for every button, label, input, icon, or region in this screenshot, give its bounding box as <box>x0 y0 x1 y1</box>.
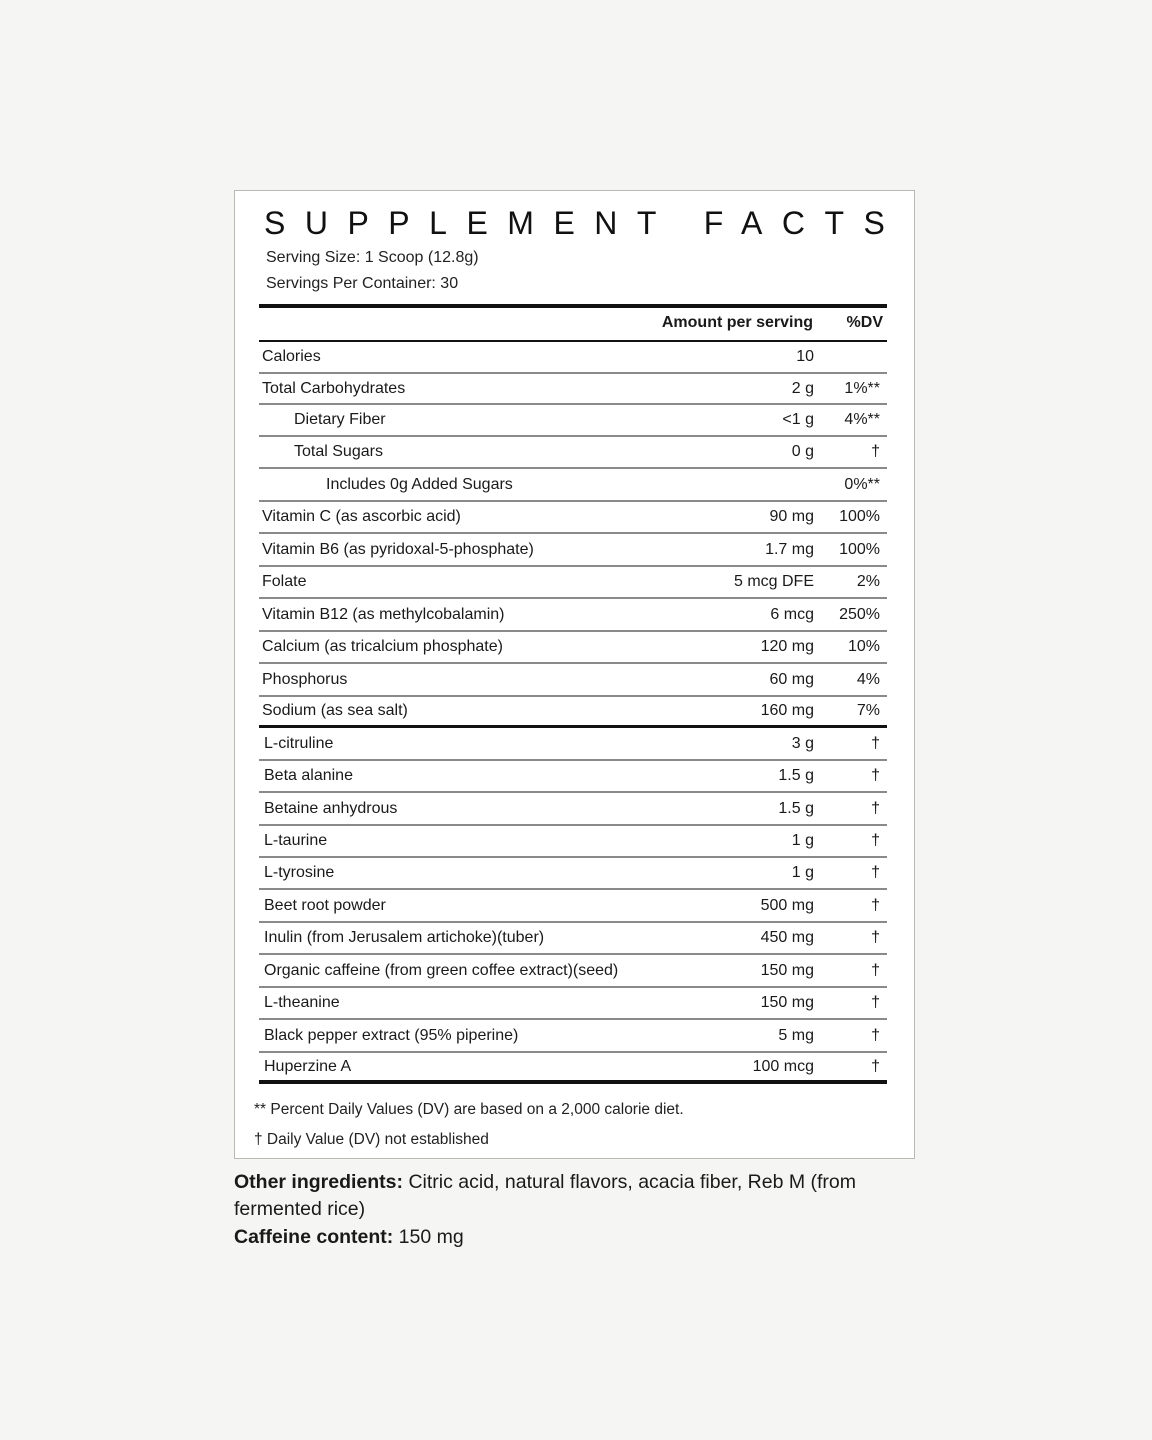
other-ingredients <box>234 1169 924 1223</box>
nutrient-amount: 2 g <box>791 379 814 397</box>
nutrient-amount: 5 mg <box>778 1026 814 1044</box>
nutrient-dv: 7% <box>856 702 880 719</box>
nutrient-name: Total Carbohydrates <box>262 379 406 397</box>
table-row <box>259 728 887 761</box>
table-row <box>259 793 887 826</box>
servings-per-container: Servings Per Container: 30 <box>266 275 459 292</box>
nutrient-amount: 1.5 g <box>778 799 814 817</box>
table-row <box>259 469 887 502</box>
nutrient-name: Beet root powder <box>264 896 386 914</box>
table-row <box>259 534 887 567</box>
table-row <box>259 826 887 858</box>
nutrient-amount: 1 g <box>791 832 814 849</box>
table-header <box>259 306 887 342</box>
nutrient-amount: 1.5 g <box>778 767 814 784</box>
caffeine-content <box>234 1224 924 1251</box>
nutrient-dv: † <box>871 1026 880 1044</box>
nutrient-amount: 100 mcg <box>752 1057 814 1075</box>
nutrient-dv: 1%** <box>844 379 880 397</box>
nutrient-dv: † <box>871 767 880 784</box>
other-info <box>234 1169 924 1251</box>
table-row <box>259 697 887 728</box>
nutrient-dv: 4%** <box>844 411 880 428</box>
table-row <box>259 405 887 437</box>
nutrient-name: Sodium (as sea salt) <box>262 702 408 719</box>
table-row <box>259 923 887 955</box>
nutrient-dv: † <box>871 799 880 817</box>
nutrient-amount: 5 mcg DFE <box>733 573 814 590</box>
nutrient-amount: 150 mg <box>760 961 814 979</box>
footnote-dv-not-established: † Daily Value (DV) not established <box>254 1131 489 1148</box>
nutrient-name: Calories <box>262 348 321 365</box>
nutrient-amount: 160 mg <box>760 702 814 719</box>
nutrient-dv: 10% <box>847 638 880 655</box>
nutrient-amount: 450 mg <box>760 929 814 946</box>
table-row <box>259 955 887 988</box>
nutrient-amount: 1 g <box>791 864 814 881</box>
table-row <box>259 342 887 374</box>
nutrient-amount: 3 g <box>791 734 814 752</box>
nutrient-name: Includes 0g Added Sugars <box>326 475 513 493</box>
nutrient-amount: <1 g <box>782 411 814 428</box>
nutrient-dv: † <box>871 443 880 460</box>
nutrient-dv: † <box>871 1057 880 1075</box>
table-row <box>259 1053 887 1084</box>
dv-header: %DV <box>846 314 883 331</box>
nutrient-name: L-tyrosine <box>264 864 335 881</box>
nutrient-dv: 100% <box>839 508 880 525</box>
footnote-dv-basis: ** Percent Daily Values (DV) are based on a 2,000 calorie diet. <box>254 1101 684 1118</box>
nutrient-amount: 10 <box>796 348 814 365</box>
nutrient-dv: 0%** <box>844 475 880 493</box>
caffeine-content-label: Caffeine content: <box>234 1226 394 1248</box>
table-row <box>259 437 887 469</box>
nutrient-amount: 6 mcg <box>770 605 814 623</box>
nutrient-name: Folate <box>262 573 307 590</box>
nutrient-name: Vitamin B12 (as methylcobalamin) <box>262 605 505 623</box>
facts-table <box>259 306 887 1084</box>
nutrient-name: Vitamin B6 (as pyridoxal-5-phosphate) <box>262 540 534 558</box>
nutrient-dv: † <box>871 832 880 849</box>
table-row <box>259 632 887 664</box>
table-row <box>259 374 887 405</box>
caffeine-content-text: 150 mg <box>393 1226 464 1248</box>
nutrient-dv: 4% <box>856 670 880 688</box>
nutrient-name: L-taurine <box>264 832 328 849</box>
nutrient-amount: 120 mg <box>760 638 814 655</box>
nutrient-name: Organic caffeine (from green coffee extract)(seed) <box>264 961 619 979</box>
table-row <box>259 761 887 793</box>
nutrient-dv: † <box>871 929 880 946</box>
nutrient-name: Total Sugars <box>294 443 383 460</box>
table-row <box>259 1020 887 1053</box>
nutrient-name: Inulin (from Jerusalem artichoke)(tuber) <box>264 929 545 946</box>
nutrient-dv: † <box>871 896 880 914</box>
nutrient-dv: † <box>871 994 880 1011</box>
table-row <box>259 890 887 923</box>
serving-size: Serving Size: 1 Scoop (12.8g) <box>266 249 479 266</box>
nutrient-dv: 250% <box>839 605 880 623</box>
nutrient-name: Black pepper extract (95% piperine) <box>264 1026 519 1044</box>
table-row <box>259 599 887 632</box>
nutrient-dv: † <box>871 734 880 752</box>
nutrient-name: Calcium (as tricalcium phosphate) <box>262 638 503 655</box>
nutrient-name: Dietary Fiber <box>294 411 386 428</box>
table-row <box>259 664 887 697</box>
nutrient-name: L-theanine <box>264 994 340 1011</box>
table-row <box>259 502 887 534</box>
nutrient-amount: 90 mg <box>769 508 814 525</box>
nutrient-name: Huperzine A <box>264 1057 352 1075</box>
panel-title: SUPPLEMENT FACTS <box>264 205 905 241</box>
nutrient-amount: 150 mg <box>760 994 814 1011</box>
nutrient-amount: 500 mg <box>760 896 814 914</box>
nutrient-name: Beta alanine <box>264 767 353 784</box>
amount-per-serving-header: Amount per serving <box>661 314 813 331</box>
other-ingredients-text: Citric acid, natural flavors, acacia fiber, Reb M (from fermented rice) <box>234 1171 857 1220</box>
supplement-facts-panel <box>234 190 915 1159</box>
nutrient-name: Vitamin C (as ascorbic acid) <box>262 508 461 525</box>
nutrient-dv: † <box>871 961 880 979</box>
other-ingredients-label: Other ingredients: <box>234 1171 404 1193</box>
table-row <box>259 567 887 599</box>
nutrient-dv: 100% <box>839 540 880 558</box>
table-row <box>259 988 887 1020</box>
table-row <box>259 858 887 890</box>
nutrient-name: Betaine anhydrous <box>264 799 398 817</box>
nutrient-amount: 60 mg <box>769 670 814 688</box>
nutrient-dv: † <box>871 864 880 881</box>
nutrient-amount: 0 g <box>791 443 814 460</box>
nutrient-dv: 2% <box>856 573 880 590</box>
nutrient-name: L-citruline <box>264 734 334 752</box>
nutrient-amount: 1.7 mg <box>765 540 814 558</box>
nutrient-name: Phosphorus <box>262 670 348 688</box>
